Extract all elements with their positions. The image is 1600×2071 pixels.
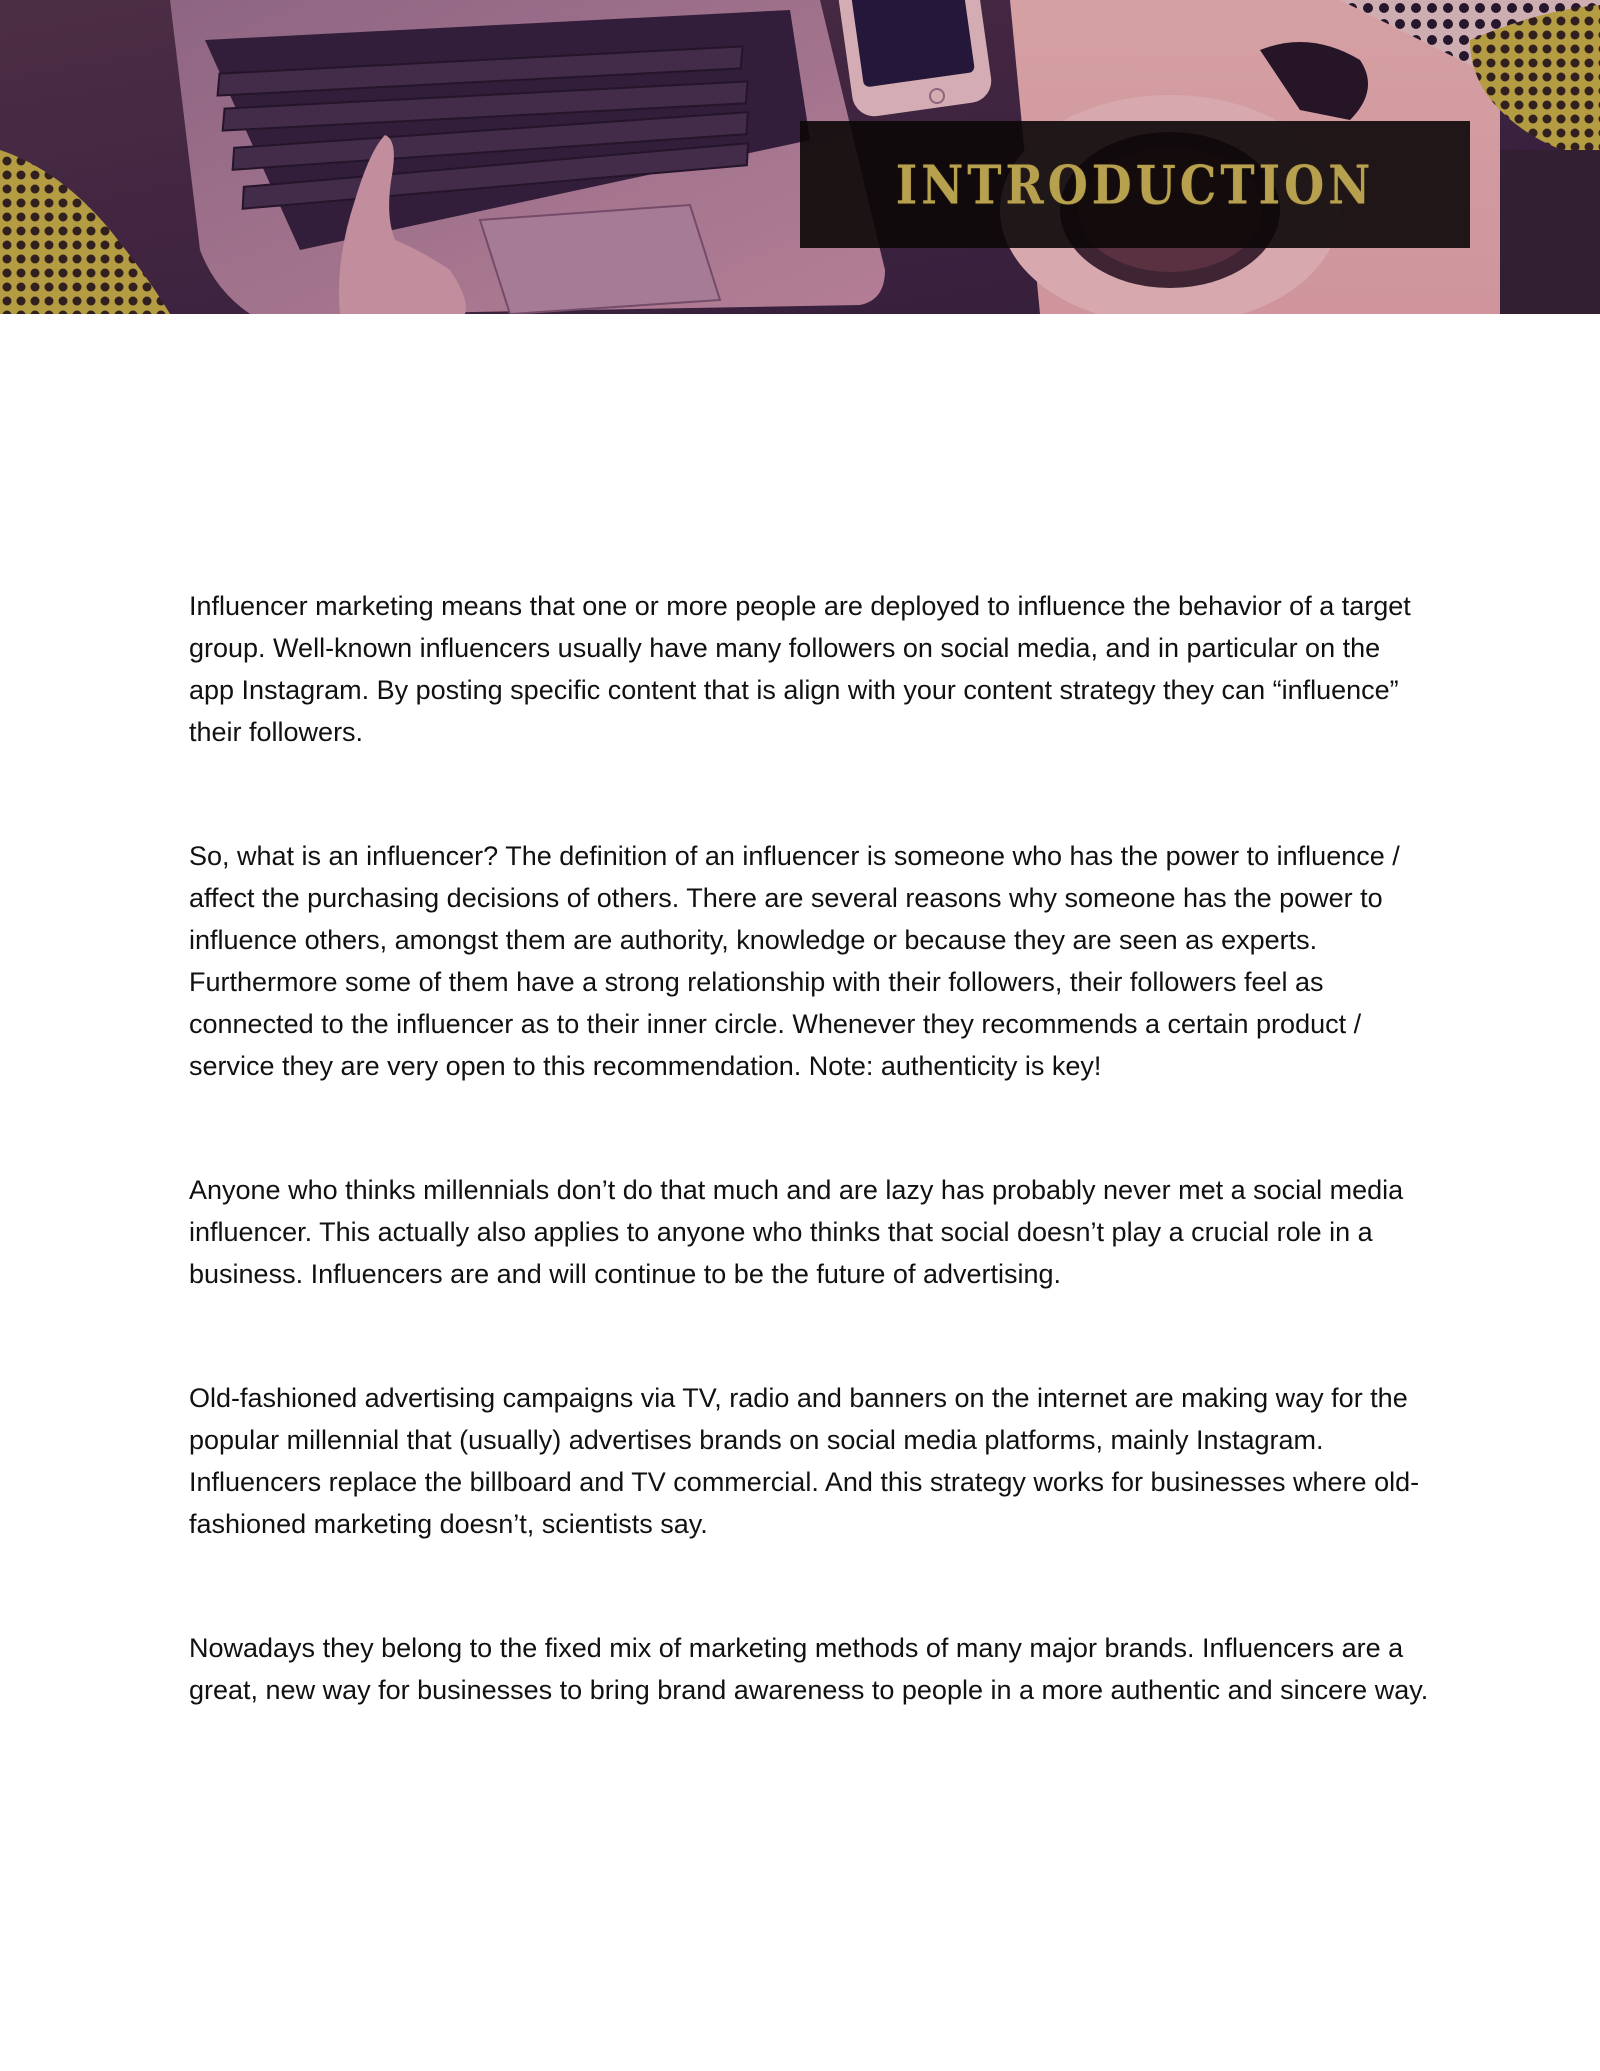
paragraph-nowadays: Nowadays they belong to the fixed mix of marketing methods of many major brands. Influencers are a great, new way for businesses to bring brand awareness to people in a more authentic and sincere way. <box>189 1633 1429 1705</box>
paragraph-definition: So, what is an influencer? The definition of an influencer is someone who has the power to influence / affect the purchasing decisions of others. There are several reasons why someone has the power to influence others, amongst them are authority, knowledge or because they are seen as experts. Furthermore some of them have a strong relationship with their followers, their followers feel as connected to the influencer as to their inner circle. Whenever they recommends a certain product / service they are very open to this recommendation. Note: authenticity is key! <box>189 841 1400 1081</box>
paragraph-old-fashioned: Old-fashioned advertising campaigns via TV, radio and banners on the internet are making way for the popular millennial that (usually) advertises brands on social media platforms, mainly Instagram. Influencers replace the billboard and TV commercial. And this strategy works for businesses where old-fashioned marketing doesn’t, scientists say. <box>189 1383 1420 1539</box>
paragraph-intro: Influencer marketing means that one or more people are deployed to influence the behavior of a target group. Well-known influencers usually have many followers on social media, and in particular on the app Instagram. By posting specific content that is align with your content strategy they can “influence” their followers. <box>189 591 1411 747</box>
header-banner <box>0 0 1600 314</box>
title-box <box>800 121 1470 248</box>
paragraph-millennials: Anyone who thinks millennials don’t do that much and are lazy has probably never met a social media influencer. This actually also applies to anyone who thinks that social doesn’t play a crucial role in a business. Influencers are and will continue to be the future of advertising. <box>189 1175 1404 1289</box>
body-content <box>189 585 1429 1793</box>
page-title: INTRODUCTION <box>895 153 1375 216</box>
